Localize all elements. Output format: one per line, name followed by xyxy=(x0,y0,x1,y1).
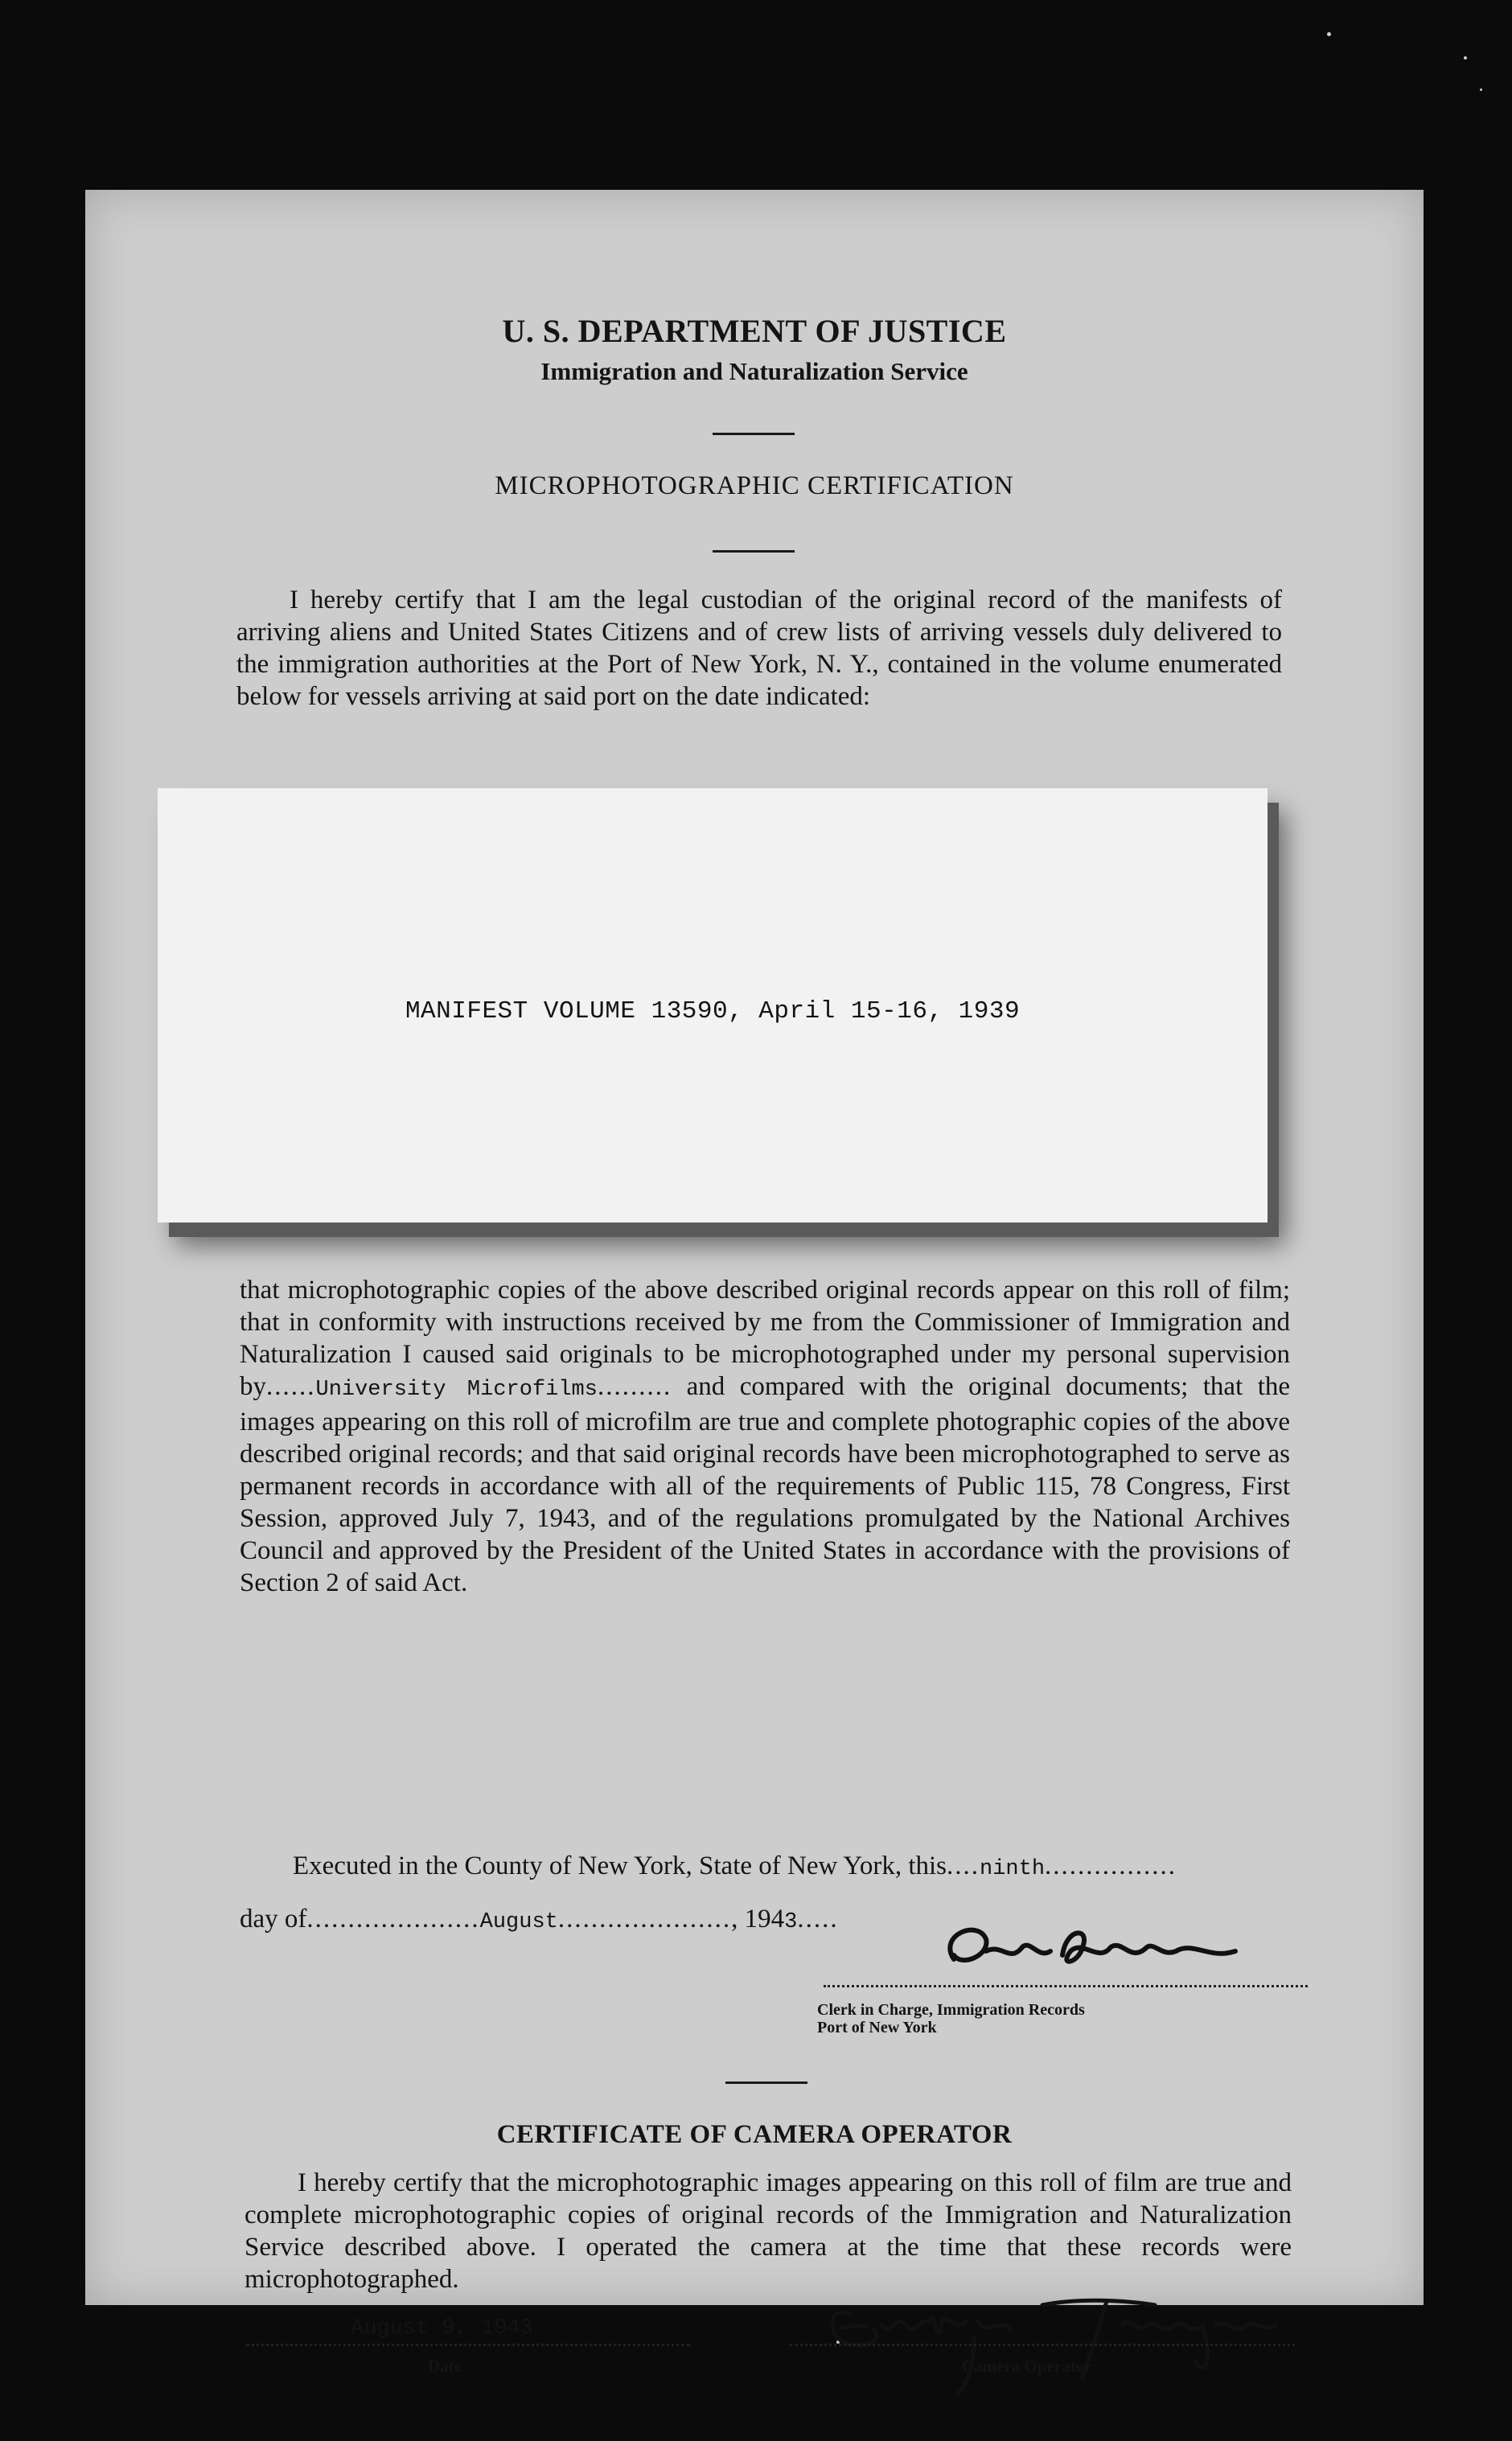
operator-signature xyxy=(777,2281,1276,2394)
clerk-title xyxy=(817,2001,1085,2036)
clerk-title-line1: Clerk in Charge, Immigration Records xyxy=(817,2001,1085,2019)
certification-title: MICROPHOTOGRAPHIC CERTIFICATION xyxy=(495,471,1014,500)
department-title: U. S. DEPARTMENT OF JUSTICE xyxy=(502,313,1007,349)
day-of-line xyxy=(240,1903,963,1938)
dotted-leader: ..... xyxy=(797,1905,839,1933)
manifest-volume-text: MANIFEST VOLUME 13590, April 15-16, 1939 xyxy=(405,997,1021,1025)
operator-signature-line xyxy=(790,2344,1295,2346)
clerk-signature-line xyxy=(824,1985,1308,1987)
film-speck xyxy=(1464,56,1467,60)
supervisor-name: University Microfilms xyxy=(315,1378,598,1402)
year-prefix: , 194 xyxy=(731,1905,785,1933)
execution-line xyxy=(240,1850,1290,1885)
film-speck xyxy=(1480,88,1482,91)
year-digit: 3 xyxy=(784,1910,798,1934)
film-speck xyxy=(1327,32,1331,36)
divider xyxy=(725,2081,807,2084)
dotted-leader: ...... xyxy=(266,1372,316,1401)
certification-body xyxy=(240,1274,1290,1599)
date-label: Date xyxy=(428,2357,462,2376)
intro-text: I hereby certify that I am the legal custodian of the original record of the manifests of arriving aliens and United States Citizens and of crew lists of arriving vessels duly delivered to the immigration authorities at the Port of New York, N. Y., contained in the volume enumerated below for vessels arriving at said port on the date indicated: xyxy=(236,586,1282,711)
executed-text: Executed in the County of New York, State of New York, this xyxy=(293,1851,947,1880)
operator-label: Camera Operator xyxy=(962,2357,1092,2376)
executed-month: August xyxy=(479,1910,558,1934)
divider xyxy=(713,433,795,435)
day-of-text: day of xyxy=(240,1905,307,1933)
dotted-leader: ......... xyxy=(597,1372,672,1401)
camera-certificate-text: I hereby certify that the microphotographic images appearing on this roll of film are true and complete microphotographic copies of original records of the Immigration and Naturalization Service described above. I operated the camera at the time that these records were microphotographed. xyxy=(244,2168,1292,2294)
dotted-leader: ..................... xyxy=(306,1905,480,1933)
clerk-title-line2: Port of New York xyxy=(817,2019,937,2036)
body-text-part2: and compared with the original documents; that the images appearing on this roll of microfilm are true and complete photographic copies of the above described original records; and that said original records have been microphotographed to serve as permanent records in accordance with all of the requirements of Public 115, 78 Congress, First Session, approved July 7, 1943, and of the regulations promulgated by the National Archives Council and approved by the President of the United States in accordance with the provisions of Section 2 of said Act. xyxy=(240,1372,1291,1597)
divider xyxy=(713,550,795,553)
certification-intro xyxy=(236,584,1282,713)
operator-date: August 9, 1943 xyxy=(351,2316,533,2340)
dotted-leader: ..................... xyxy=(557,1905,732,1933)
body-text-part1: that microphotographic copies of the above described original records appear on this roll of film; that in conformity with instructions received by me from the Commissioner of Immigration and Naturalization I caused said originals to be microphotographed under my personal supervision by xyxy=(240,1276,1290,1401)
service-subtitle: Immigration and Naturalization Service xyxy=(540,357,968,385)
camera-certificate-title: CERTIFICATE OF CAMERA OPERATOR xyxy=(496,2120,1013,2149)
dotted-leader: ................ xyxy=(1045,1851,1177,1880)
date-line xyxy=(246,2344,690,2346)
manifest-volume-slip xyxy=(158,788,1268,1223)
certificate-sheet xyxy=(85,190,1424,2376)
clerk-signature xyxy=(890,1919,1308,1983)
camera-certificate-body xyxy=(244,2167,1292,2295)
dotted-leader: .... xyxy=(947,1851,980,1880)
executed-day: ninth xyxy=(980,1857,1046,1881)
